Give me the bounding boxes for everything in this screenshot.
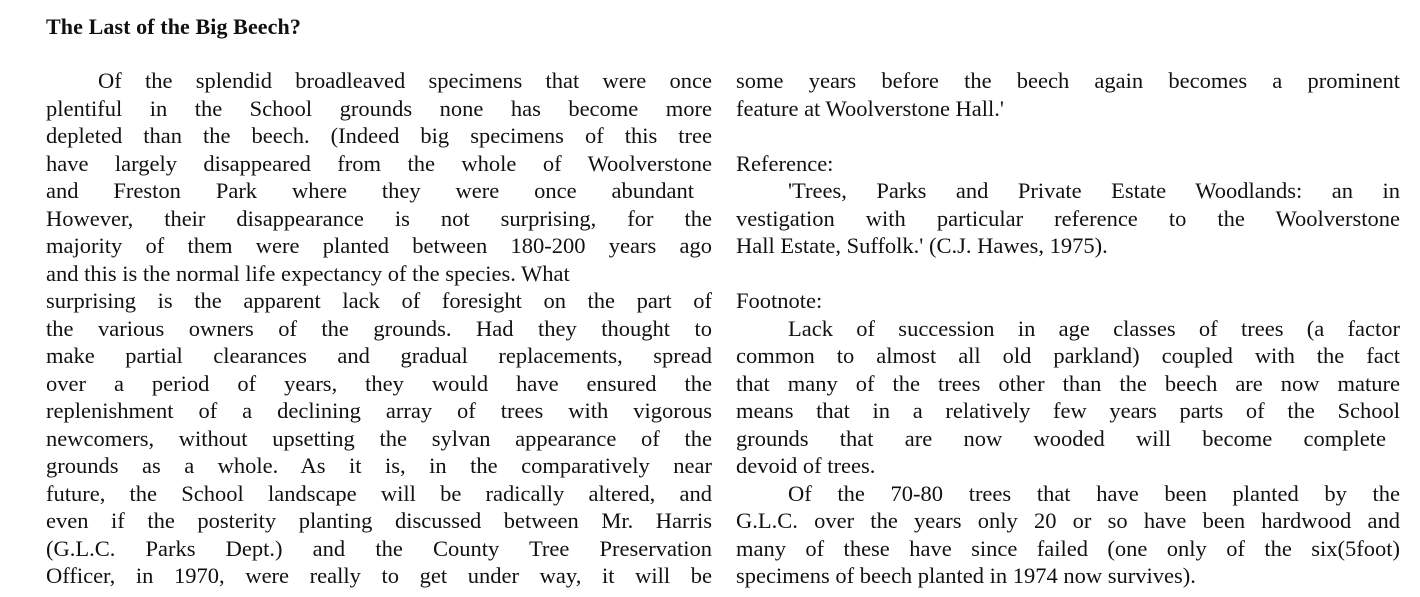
body-text-line: even if the posterity planting discussed between Mr. Harris xyxy=(46,508,712,533)
footnote-heading: Footnote: xyxy=(736,288,823,313)
body-text-line: plentiful in the School grounds none has become more xyxy=(46,95,712,121)
footnote-line: G.L.C. over the years only 20 or so have been hardwood and xyxy=(736,508,1400,533)
footnote-line: means that in a relatively few years parts of the School xyxy=(736,398,1400,423)
body-text-line: Officer, in 1970, were really to get under way, it will be xyxy=(46,563,712,588)
body-text-line: Of the splendid broadleaved specimens that were once xyxy=(98,68,712,93)
body-text-line: make partial clearances and gradual replacements, spread xyxy=(46,343,712,368)
body-text-line: the various owners of the grounds. Had they thought to xyxy=(46,315,712,341)
body-text-line: (G.L.C. Parks Dept.) and the County Tree Preservation xyxy=(46,535,712,561)
footnote-line: Of the 70-80 trees that have been planted by the xyxy=(788,480,1400,506)
footnote-line: common to almost all old parkland) coupled with the fact xyxy=(736,343,1400,368)
body-text-line: grounds as a whole. As it is, in the comparatively near xyxy=(46,453,712,478)
body-text-line: majority of them were planted between 180-200 years ago xyxy=(46,233,712,258)
body-text-line: newcomers, without upsetting the sylvan appearance of the xyxy=(46,425,712,451)
footnote-line: specimens of beech planted in 1974 now survives). xyxy=(736,563,1196,588)
paragraph-gap xyxy=(736,260,1400,288)
paragraph-gap xyxy=(736,122,1400,150)
body-text-line: and this is the normal life expectancy of the species. What xyxy=(46,260,570,286)
footnote-line: many of these have since failed (one only of the six(5foot) xyxy=(736,535,1400,561)
reference-heading: Reference: xyxy=(736,150,834,176)
body-text-line: However, their disappearance is not surprising, for the xyxy=(46,205,712,231)
right-column xyxy=(736,67,1400,590)
body-text-line: replenishment of a declining array of trees with vigorous xyxy=(46,398,712,423)
reference-line: 'Trees, Parks and Private Estate Woodlands: an in xyxy=(788,178,1400,203)
footnote-line: Lack of succession in age classes of trees (a factor xyxy=(788,315,1400,341)
footnote-line: devoid of trees. xyxy=(736,453,876,478)
footnote-line: grounds that are now wooded will become complete xyxy=(736,425,1386,451)
reference-line: vestigation with particular reference to the Woolverstone xyxy=(736,205,1400,231)
body-text-line: future, the School landscape will be radically altered, and xyxy=(46,480,712,506)
body-text-line: over a period of years, they would have ensured the xyxy=(46,370,712,396)
body-text-line: surprising is the apparent lack of foresight on the part of xyxy=(46,288,712,313)
left-column xyxy=(46,67,712,590)
reference-line: Hall Estate, Suffolk.' (C.J. Hawes, 1975). xyxy=(736,233,1108,258)
article-title: The Last of the Big Beech? xyxy=(46,14,301,39)
body-text-line: have largely disappeared from the whole of Woolverstone xyxy=(46,150,712,176)
body-text-line: depleted than the beech. (Indeed big specimens of this tree xyxy=(46,123,712,148)
continuation-line: some years before the beech again becomes a prominent xyxy=(736,68,1400,93)
continuation-line: feature at Woolverstone Hall.' xyxy=(736,95,1004,121)
body-text-line: and Freston Park where they were once abundant xyxy=(46,178,694,203)
footnote-line: that many of the trees other than the beech are now mature xyxy=(736,370,1400,396)
